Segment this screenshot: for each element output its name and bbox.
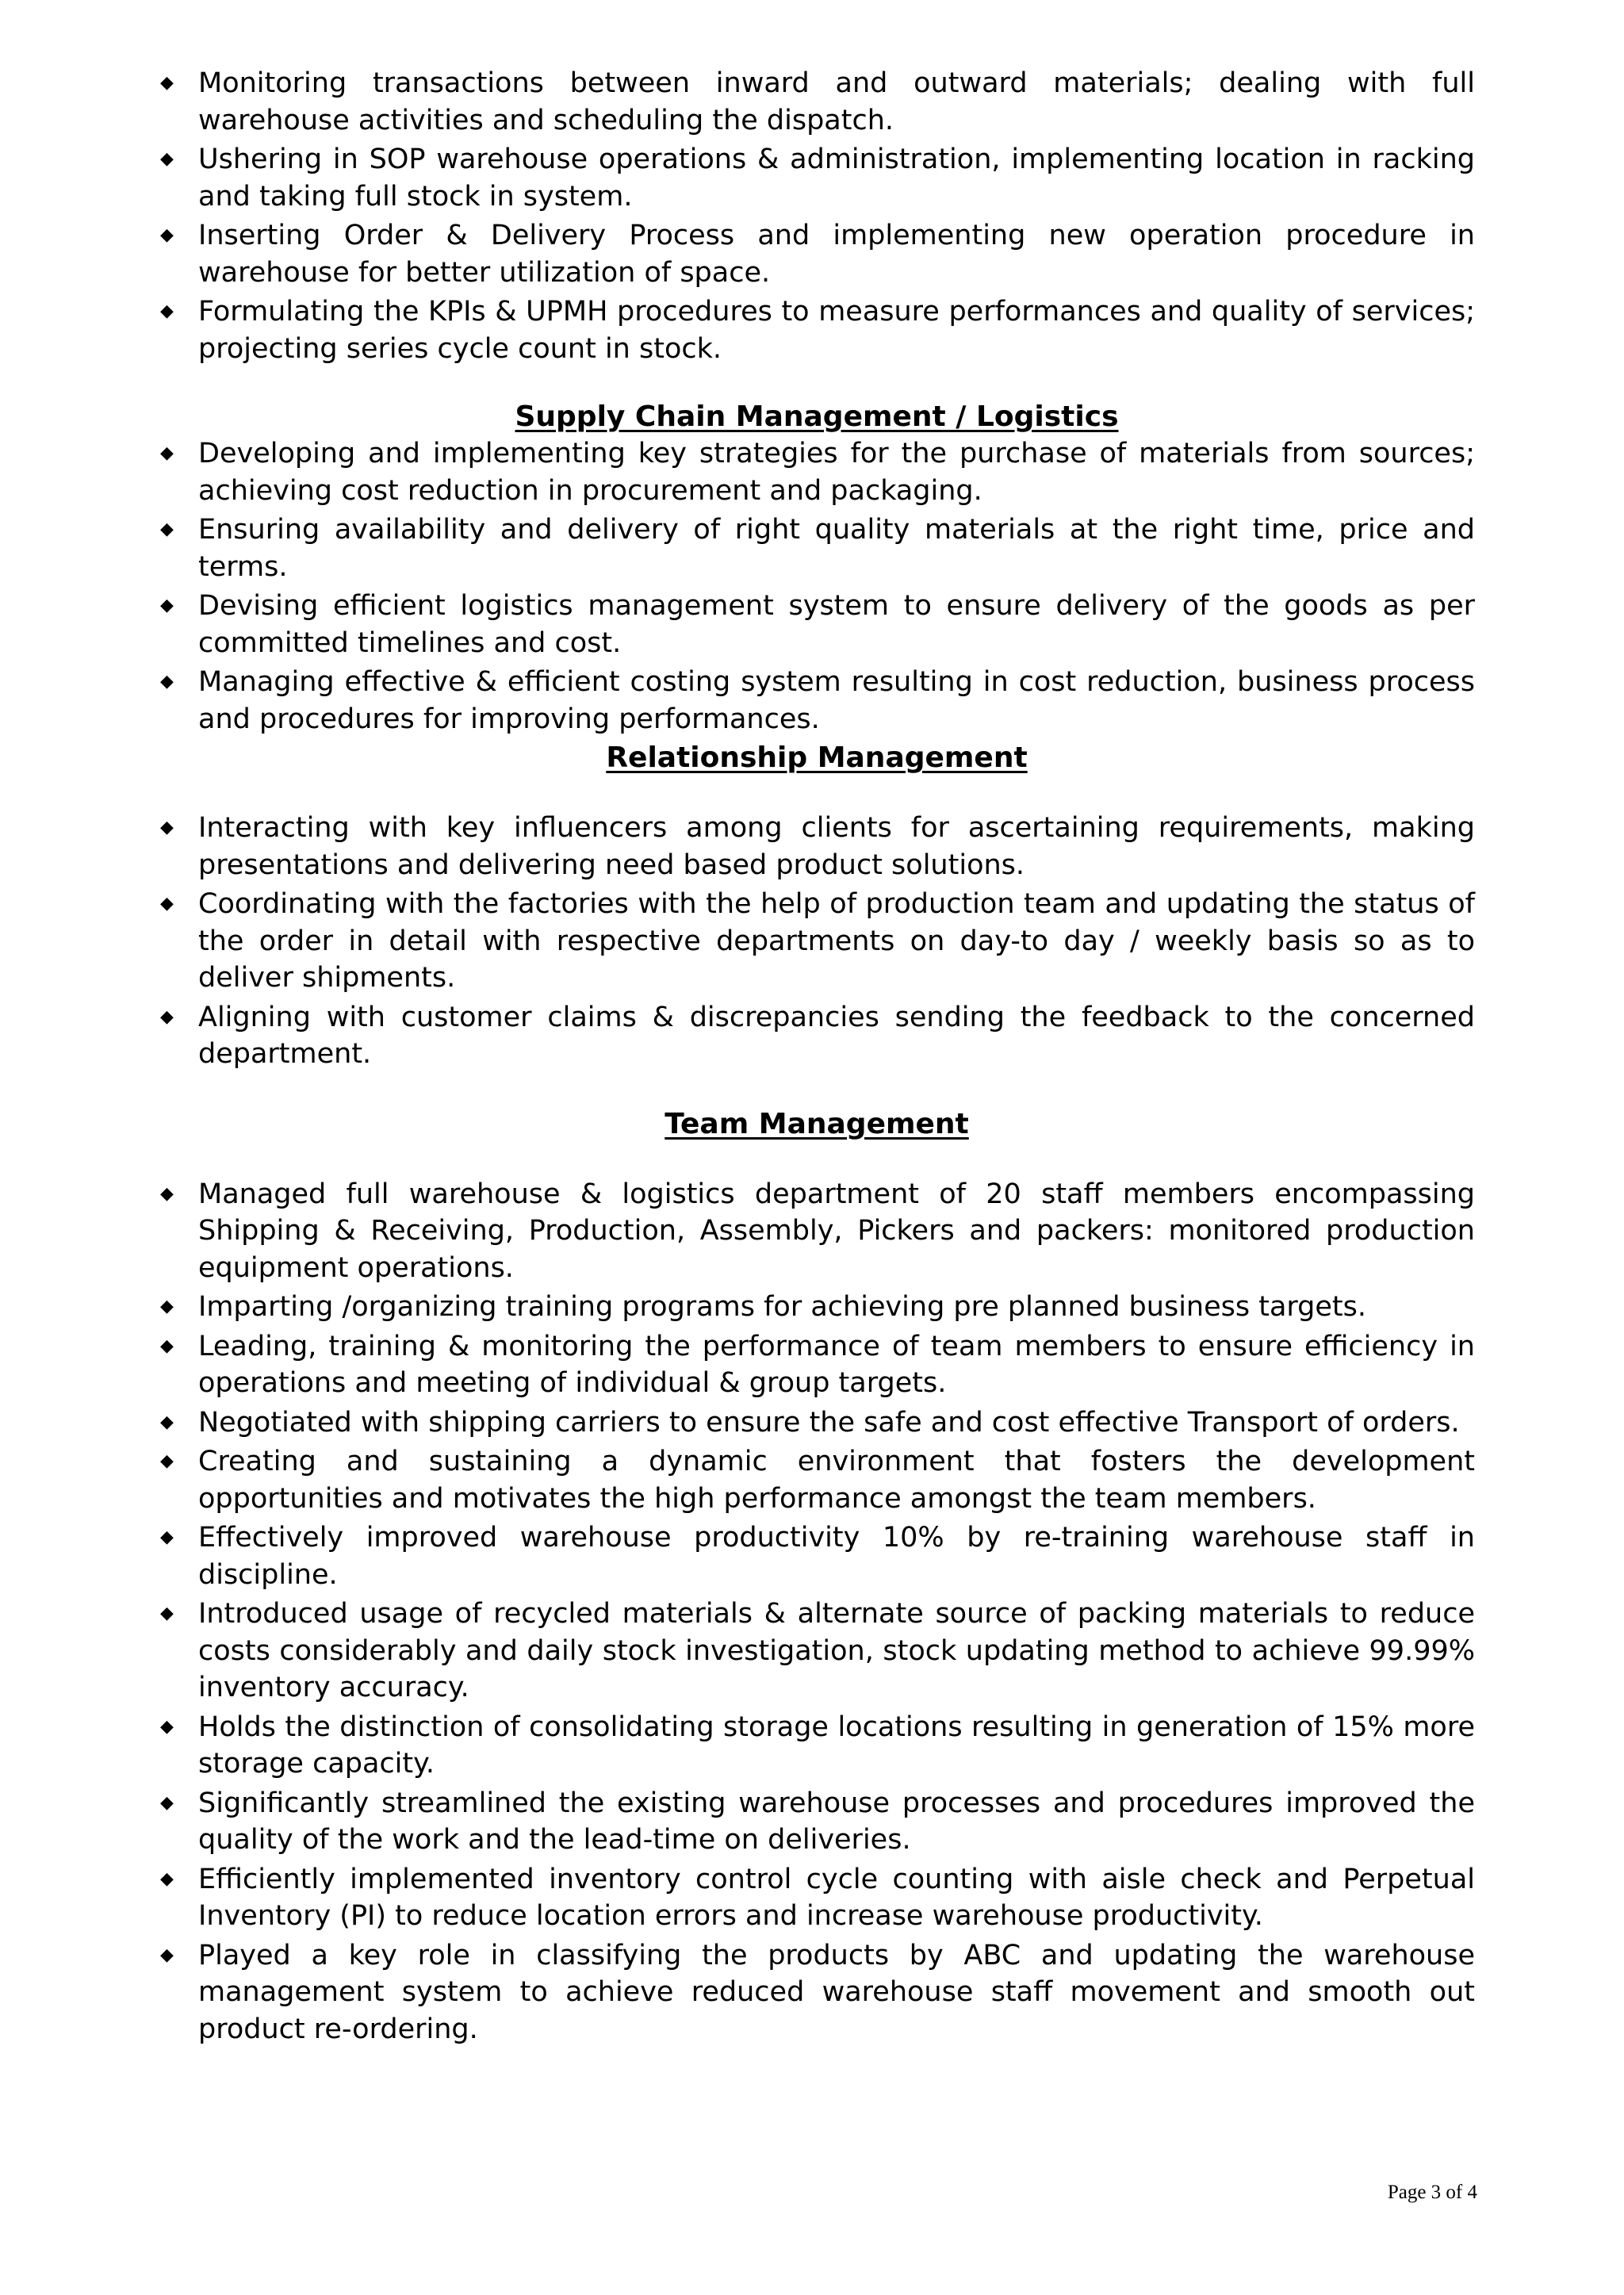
- list-item: ◆ Efficiently implemented inventory control cycle counting with aisle check and Perpetual Inventory (PI) to reduce location errors and increase warehouse productivity.: [159, 1861, 1475, 1935]
- list-item: ◆ Aligning with customer claims & discrepancies sending the feedback to the concerned department.: [159, 999, 1475, 1073]
- list-item: ◆ Significantly streamlined the existing warehouse processes and procedures improved the quality of the work and the lead-time on deliveries.: [159, 1785, 1475, 1859]
- list-item: ◆ Devising efficient logistics management system to ensure delivery of the goods as per committed timelines and cost.: [159, 588, 1475, 661]
- relationship-bullet-list: [159, 810, 1475, 1073]
- team-bullet-list: [159, 1176, 1475, 2048]
- bullet-icon: ◆: [160, 519, 174, 539]
- bullet-icon: ◆: [160, 672, 174, 692]
- page-number: Page 3 of 4: [1387, 2182, 1477, 2203]
- bullet-icon: ◆: [160, 1868, 174, 1889]
- resume-content: [159, 65, 1475, 2050]
- bullet-icon: ◆: [160, 1603, 174, 1623]
- list-item: ◆ Imparting /organizing training programs for achieving pre planned business targets.: [159, 1289, 1475, 1326]
- bullet-icon: ◆: [160, 149, 174, 169]
- bullet-icon: ◆: [160, 443, 174, 463]
- bullet-icon: ◆: [160, 818, 174, 837]
- list-item: ◆ Introduced usage of recycled materials & alternate source of packing materials to reduce costs considerably and daily stock investigation, stock updating method to achieve 99.99% inventory accuracy.: [159, 1596, 1475, 1707]
- bullet-icon: ◆: [160, 894, 174, 914]
- bullet-icon: ◆: [160, 596, 174, 615]
- bullet-icon: ◆: [160, 1792, 174, 1813]
- list-item: ◆ Managed full warehouse & logistics department of 20 staff members encompassing Shipping & Receiving, Production, Assembly, Pickers and packers: monitored production equipment operations.: [159, 1176, 1475, 1287]
- list-item: ◆ Leading, training & monitoring the performance of team members to ensure efficiency in operations and meeting of individual & group targets.: [159, 1328, 1475, 1402]
- list-item: ◆ Negotiated with shipping carriers to ensure the safe and cost effective Transport of orders.: [159, 1404, 1475, 1442]
- list-item: ◆ Developing and implementing key strategies for the purchase of materials from sources; achieving cost reduction in procurement and packaging.: [159, 435, 1475, 509]
- bullet-icon: ◆: [160, 1006, 174, 1027]
- list-item: ◆ Holds the distinction of consolidating storage locations resulting in generation of 15% more storage capacity.: [159, 1709, 1475, 1783]
- intro-bullet-list: [159, 65, 1475, 367]
- list-item: ◆ Played a key role in classifying the products by ABC and updating the warehouse management system to achieve reduced warehouse staff movement and smooth out product re-ordering.: [159, 1937, 1475, 2048]
- bullet-icon: ◆: [160, 1335, 174, 1356]
- list-item: ◆ Coordinating with the factories with the help of production team and updating the status of the order in detail with respective departments on day-to day / weekly basis so as to deliver shipments.: [159, 886, 1475, 997]
- list-item: ◆ Interacting with key influencers among clients for ascertaining requirements, making presentations and delivering need based product solutions.: [159, 810, 1475, 883]
- section-heading-team: Team Management: [665, 1107, 969, 1140]
- bullet-icon: ◆: [160, 1183, 174, 1204]
- supply-chain-bullet-list: [159, 435, 1475, 738]
- list-item: ◆ Creating and sustaining a dynamic environment that fosters the development opportunities and motivates the high performance amongst the team members.: [159, 1443, 1475, 1517]
- list-item: ◆ Inserting Order & Delivery Process and implementing new operation procedure in warehouse for better utilization of space.: [159, 217, 1475, 291]
- section-heading-supply-chain: Supply Chain Management / Logistics: [515, 400, 1119, 433]
- bullet-icon: ◆: [160, 1527, 174, 1547]
- list-item: ◆ Effectively improved warehouse productivity 10% by re-training warehouse staff in discipline.: [159, 1519, 1475, 1593]
- list-item: ◆ Ensuring availability and delivery of right quality materials at the right time, price and terms.: [159, 511, 1475, 585]
- bullet-icon: ◆: [160, 1716, 174, 1737]
- list-item: ◆ Monitoring transactions between inward and outward materials; dealing with full warehouse activities and scheduling the dispatch.: [159, 65, 1475, 139]
- bullet-icon: ◆: [160, 1944, 174, 1965]
- bullet-icon: ◆: [160, 1297, 174, 1316]
- section-heading-relationship: Relationship Management: [606, 741, 1028, 774]
- bullet-icon: ◆: [160, 73, 174, 93]
- list-item: ◆ Managing effective & efficient costing system resulting in cost reduction, business process and procedures for improving performances.: [159, 664, 1475, 738]
- list-item: ◆ Formulating the KPIs & UPMH procedures to measure performances and quality of services; projecting series cycle count in stock.: [159, 293, 1475, 367]
- bullet-icon: ◆: [160, 1451, 174, 1471]
- list-item: ◆ Ushering in SOP warehouse operations & administration, implementing location in racking and taking full stock in system.: [159, 141, 1475, 215]
- bullet-icon: ◆: [160, 301, 174, 321]
- bullet-icon: ◆: [160, 1412, 174, 1432]
- bullet-icon: ◆: [160, 225, 174, 245]
